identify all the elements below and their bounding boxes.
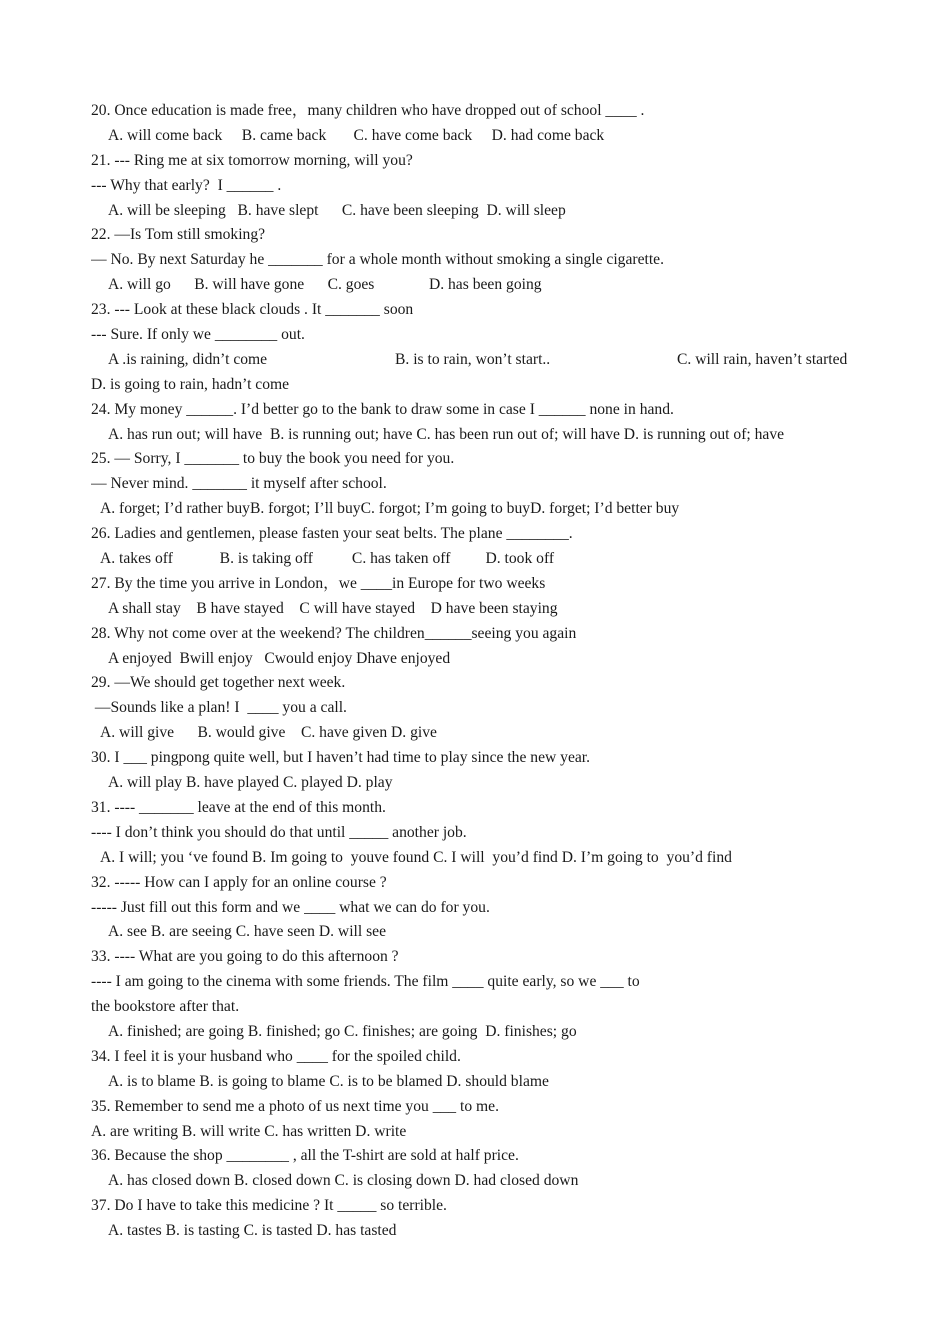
q34-options: A. is to blame B. is going to blame C. is to be blamed D. should blame (108, 1072, 549, 1090)
q32-options: A. see B. are seeing C. have seen D. will see (108, 923, 386, 941)
q35-options: A. are writing B. will write C. has written D. write (91, 1122, 407, 1140)
q23-stem: 23. --- Look at these black clouds . It _______ soon (91, 301, 414, 319)
q30-options: A. will play B. have played C. played D. play (108, 774, 393, 792)
q22-stem: 22. —Is Tom still smoking? (91, 226, 266, 244)
q21-stem: 21. --- Ring me at six tomorrow morning, will you? (91, 151, 413, 169)
q23-option-b: B. is to rain, won’t start.. (395, 350, 551, 368)
q33-stem: 33. ---- What are you going to do this afternoon ? (91, 948, 399, 966)
q22-options: A. will go B. will have gone C. goes D. has been going (108, 276, 542, 294)
q33-options: A. finished; are going B. finished; go C. finishes; are going D. finishes; go (108, 1022, 577, 1040)
q24-options: A. has run out; will have B. is running out; have C. has been run out of; will have D. is running out of; have (108, 425, 785, 443)
q33-dialogue: ---- I am going to the cinema with some friends. The film ____ quite early, so we ___ to (91, 973, 640, 991)
q29-stem: 29. —We should get together next week. (91, 674, 346, 692)
q37-options: A. tastes B. is tasting C. is tasted D. has tasted (108, 1222, 397, 1240)
q24-stem: 24. My money ______. I’d better go to the bank to draw some in case I ______ none in hand. (91, 400, 674, 418)
q37-stem: 37. Do I have to take this medicine ? It _____ so terrible. (91, 1197, 447, 1215)
q20-options: A. will come back B. came back C. have come back D. had come back (108, 126, 605, 144)
q28-stem: 28. Why not come over at the weekend? The children______seeing you again (91, 624, 577, 642)
q26-options: A. takes off B. is taking off C. has taken off D. took off (100, 550, 555, 568)
q31-dialogue: ---- I don’t think you should do that until _____ another job. (91, 823, 467, 841)
q29-options: A. will give B. would give C. have given D. give (100, 724, 437, 742)
q21-options: A. will be sleeping B. have slept C. have been sleeping D. will sleep (108, 201, 566, 219)
q23-option-c: C. will rain, haven’t started (677, 350, 848, 368)
q31-stem: 31. ---- _______ leave at the end of this month. (91, 798, 386, 816)
q30-stem: 30. I ___ pingpong quite well, but I haven’t had time to play since the new year. (91, 749, 591, 767)
q26-stem: 26. Ladies and gentlemen, please fasten your seat belts. The plane ________. (91, 525, 573, 543)
q22-dialogue: — No. By next Saturday he _______ for a whole month without smoking a single cigarette. (91, 251, 664, 269)
q36-options: A. has closed down B. closed down C. is closing down D. had closed down (108, 1172, 579, 1190)
q32-dialogue: ----- Just fill out this form and we ____ what we can do for you. (91, 898, 490, 916)
q23-options-row (91, 348, 891, 373)
q25-options: A. forget; I’d rather buyB. forgot; I’ll buyC. forgot; I’m going to buyD. forget; I’d better buy (100, 500, 680, 518)
q20-stem: 20. Once education is made free，many children who have dropped out of school ____ . (91, 102, 645, 119)
document-page (91, 99, 891, 1244)
q23-option-d: D. is going to rain, hadn’t come (91, 375, 290, 393)
q28-options: A enjoyed Bwill enjoy Cwould enjoy Dhave enjoyed (108, 649, 451, 667)
q23-option-a: A .is raining, didn’t come (108, 350, 268, 368)
q27-stem: 27. By the time you arrive in London，we ____in Europe for two weeks (91, 574, 546, 592)
q33-dialogue-cont: the bookstore after that. (91, 998, 240, 1016)
q25-dialogue: — Never mind. _______ it myself after school. (91, 475, 387, 493)
q23-dialogue: --- Sure. If only we ________ out. (91, 326, 305, 344)
q35-stem: 35. Remember to send me a photo of us next time you ___ to me. (91, 1097, 499, 1115)
q21-dialogue: --- Why that early? I ______ . (91, 176, 282, 194)
q29-dialogue: —Sounds like a plan! I ____ you a call. (91, 699, 347, 717)
q34-stem: 34. I feel it is your husband who ____ for the spoiled child. (91, 1047, 461, 1065)
q32-stem: 32. ----- How can I apply for an online course ? (91, 873, 387, 891)
q25-stem: 25. — Sorry, I _______ to buy the book you need for you. (91, 450, 455, 468)
q31-options: A. I will; you ‘ve found B. Im going to youve found C. I will you’d find D. I’m going to you’d find (100, 848, 732, 866)
q27-options: A shall stay B have stayed C will have stayed D have been staying (108, 599, 558, 617)
q36-stem: 36. Because the shop ________ , all the T-shirt are sold at half price. (91, 1147, 519, 1165)
